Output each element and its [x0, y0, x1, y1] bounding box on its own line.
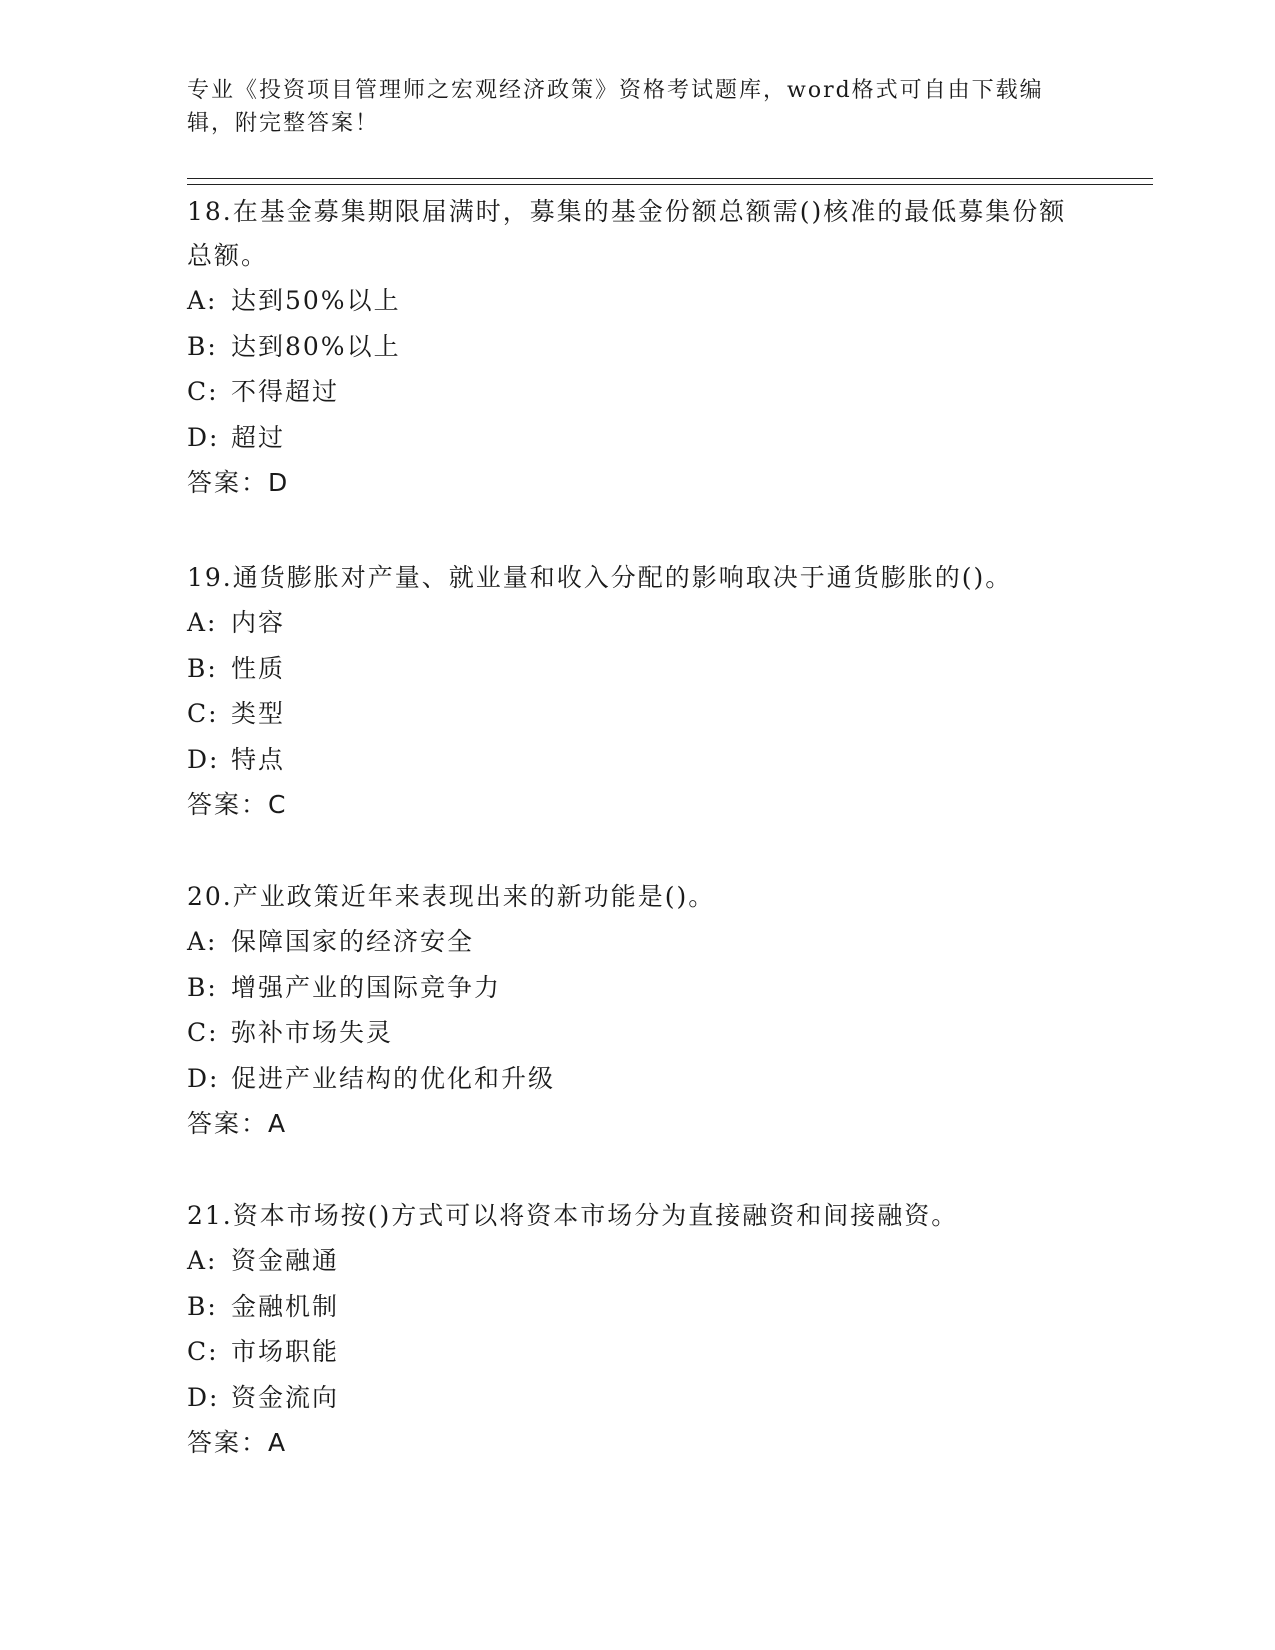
option-letter: B:: [187, 1291, 218, 1321]
option-c: [187, 1010, 1087, 1056]
option-text: 市场职能: [231, 1337, 340, 1366]
option-b: [187, 1284, 1087, 1330]
answer-line: 答案：A: [187, 1428, 288, 1457]
option-d: [187, 1375, 1087, 1421]
option-letter: B:: [187, 972, 218, 1002]
option-letter: B:: [187, 331, 218, 361]
option-letter: C:: [187, 699, 219, 728]
option-letter: D:: [187, 1063, 220, 1093]
option-b: [187, 646, 1087, 692]
option-letter: A:: [187, 608, 218, 637]
option-text: 达到50%以上: [231, 286, 401, 315]
question-stem: 21.资本市场按()方式可以将资本市场分为直接融资和间接融资。: [187, 1201, 959, 1230]
question-21: [187, 1194, 1087, 1466]
option-d: [187, 737, 1087, 783]
question-20: [187, 875, 1087, 1147]
option-a: [187, 1238, 1087, 1284]
option-letter: B:: [187, 653, 218, 683]
option-letter: D:: [187, 1382, 220, 1412]
answer-line: 答案：D: [187, 468, 290, 497]
option-text: 特点: [231, 744, 286, 774]
option-text: 内容: [231, 608, 286, 637]
option-a: [187, 600, 1087, 646]
option-a: [187, 278, 1087, 324]
option-text: 达到80%以上: [231, 331, 401, 361]
header-divider-top: [187, 178, 1153, 179]
option-letter: D:: [187, 422, 220, 452]
option-letter: C:: [187, 377, 219, 406]
question-stem: 20.产业政策近年来表现出来的新功能是()。: [187, 882, 716, 911]
question-18: [187, 190, 1087, 506]
question-19: [187, 556, 1087, 828]
option-letter: C:: [187, 1337, 219, 1366]
option-b: [187, 324, 1087, 370]
option-text: 类型: [231, 699, 286, 728]
option-letter: A:: [187, 286, 218, 315]
option-letter: C:: [187, 1018, 219, 1047]
option-c: [187, 1329, 1087, 1375]
question-stem: 18.在基金募集期限届满时，募集的基金份额总额需()核准的最低募集份额总额。: [187, 197, 1067, 270]
option-text: 资金流向: [231, 1382, 340, 1412]
option-letter: A:: [187, 1246, 218, 1275]
option-text: 性质: [231, 653, 286, 683]
option-text: 促进产业结构的优化和升级: [231, 1063, 556, 1093]
option-text: 保障国家的经济安全: [231, 927, 475, 956]
option-d: [187, 415, 1087, 461]
document-header: 专业《投资项目管理师之宏观经济政策》资格考试题库，word格式可自由下载编辑，附完整答案！: [187, 78, 1044, 136]
option-d: [187, 1056, 1087, 1102]
option-c: [187, 691, 1087, 737]
option-b: [187, 965, 1087, 1011]
option-text: 资金融通: [231, 1246, 340, 1275]
answer-line: 答案：C: [187, 790, 288, 819]
option-letter: A:: [187, 927, 218, 956]
option-a: [187, 919, 1087, 965]
option-letter: D:: [187, 744, 220, 774]
option-text: 金融机制: [231, 1291, 340, 1321]
option-c: [187, 369, 1087, 415]
header-divider-bottom: [187, 184, 1153, 185]
option-text: 增强产业的国际竞争力: [231, 972, 502, 1002]
option-text: 不得超过: [231, 377, 340, 406]
option-text: 超过: [231, 422, 286, 452]
option-text: 弥补市场失灵: [231, 1018, 394, 1047]
question-stem: 19.通货膨胀对产量、就业量和收入分配的影响取决于通货膨胀的()。: [187, 563, 1013, 592]
answer-line: 答案：A: [187, 1109, 288, 1138]
